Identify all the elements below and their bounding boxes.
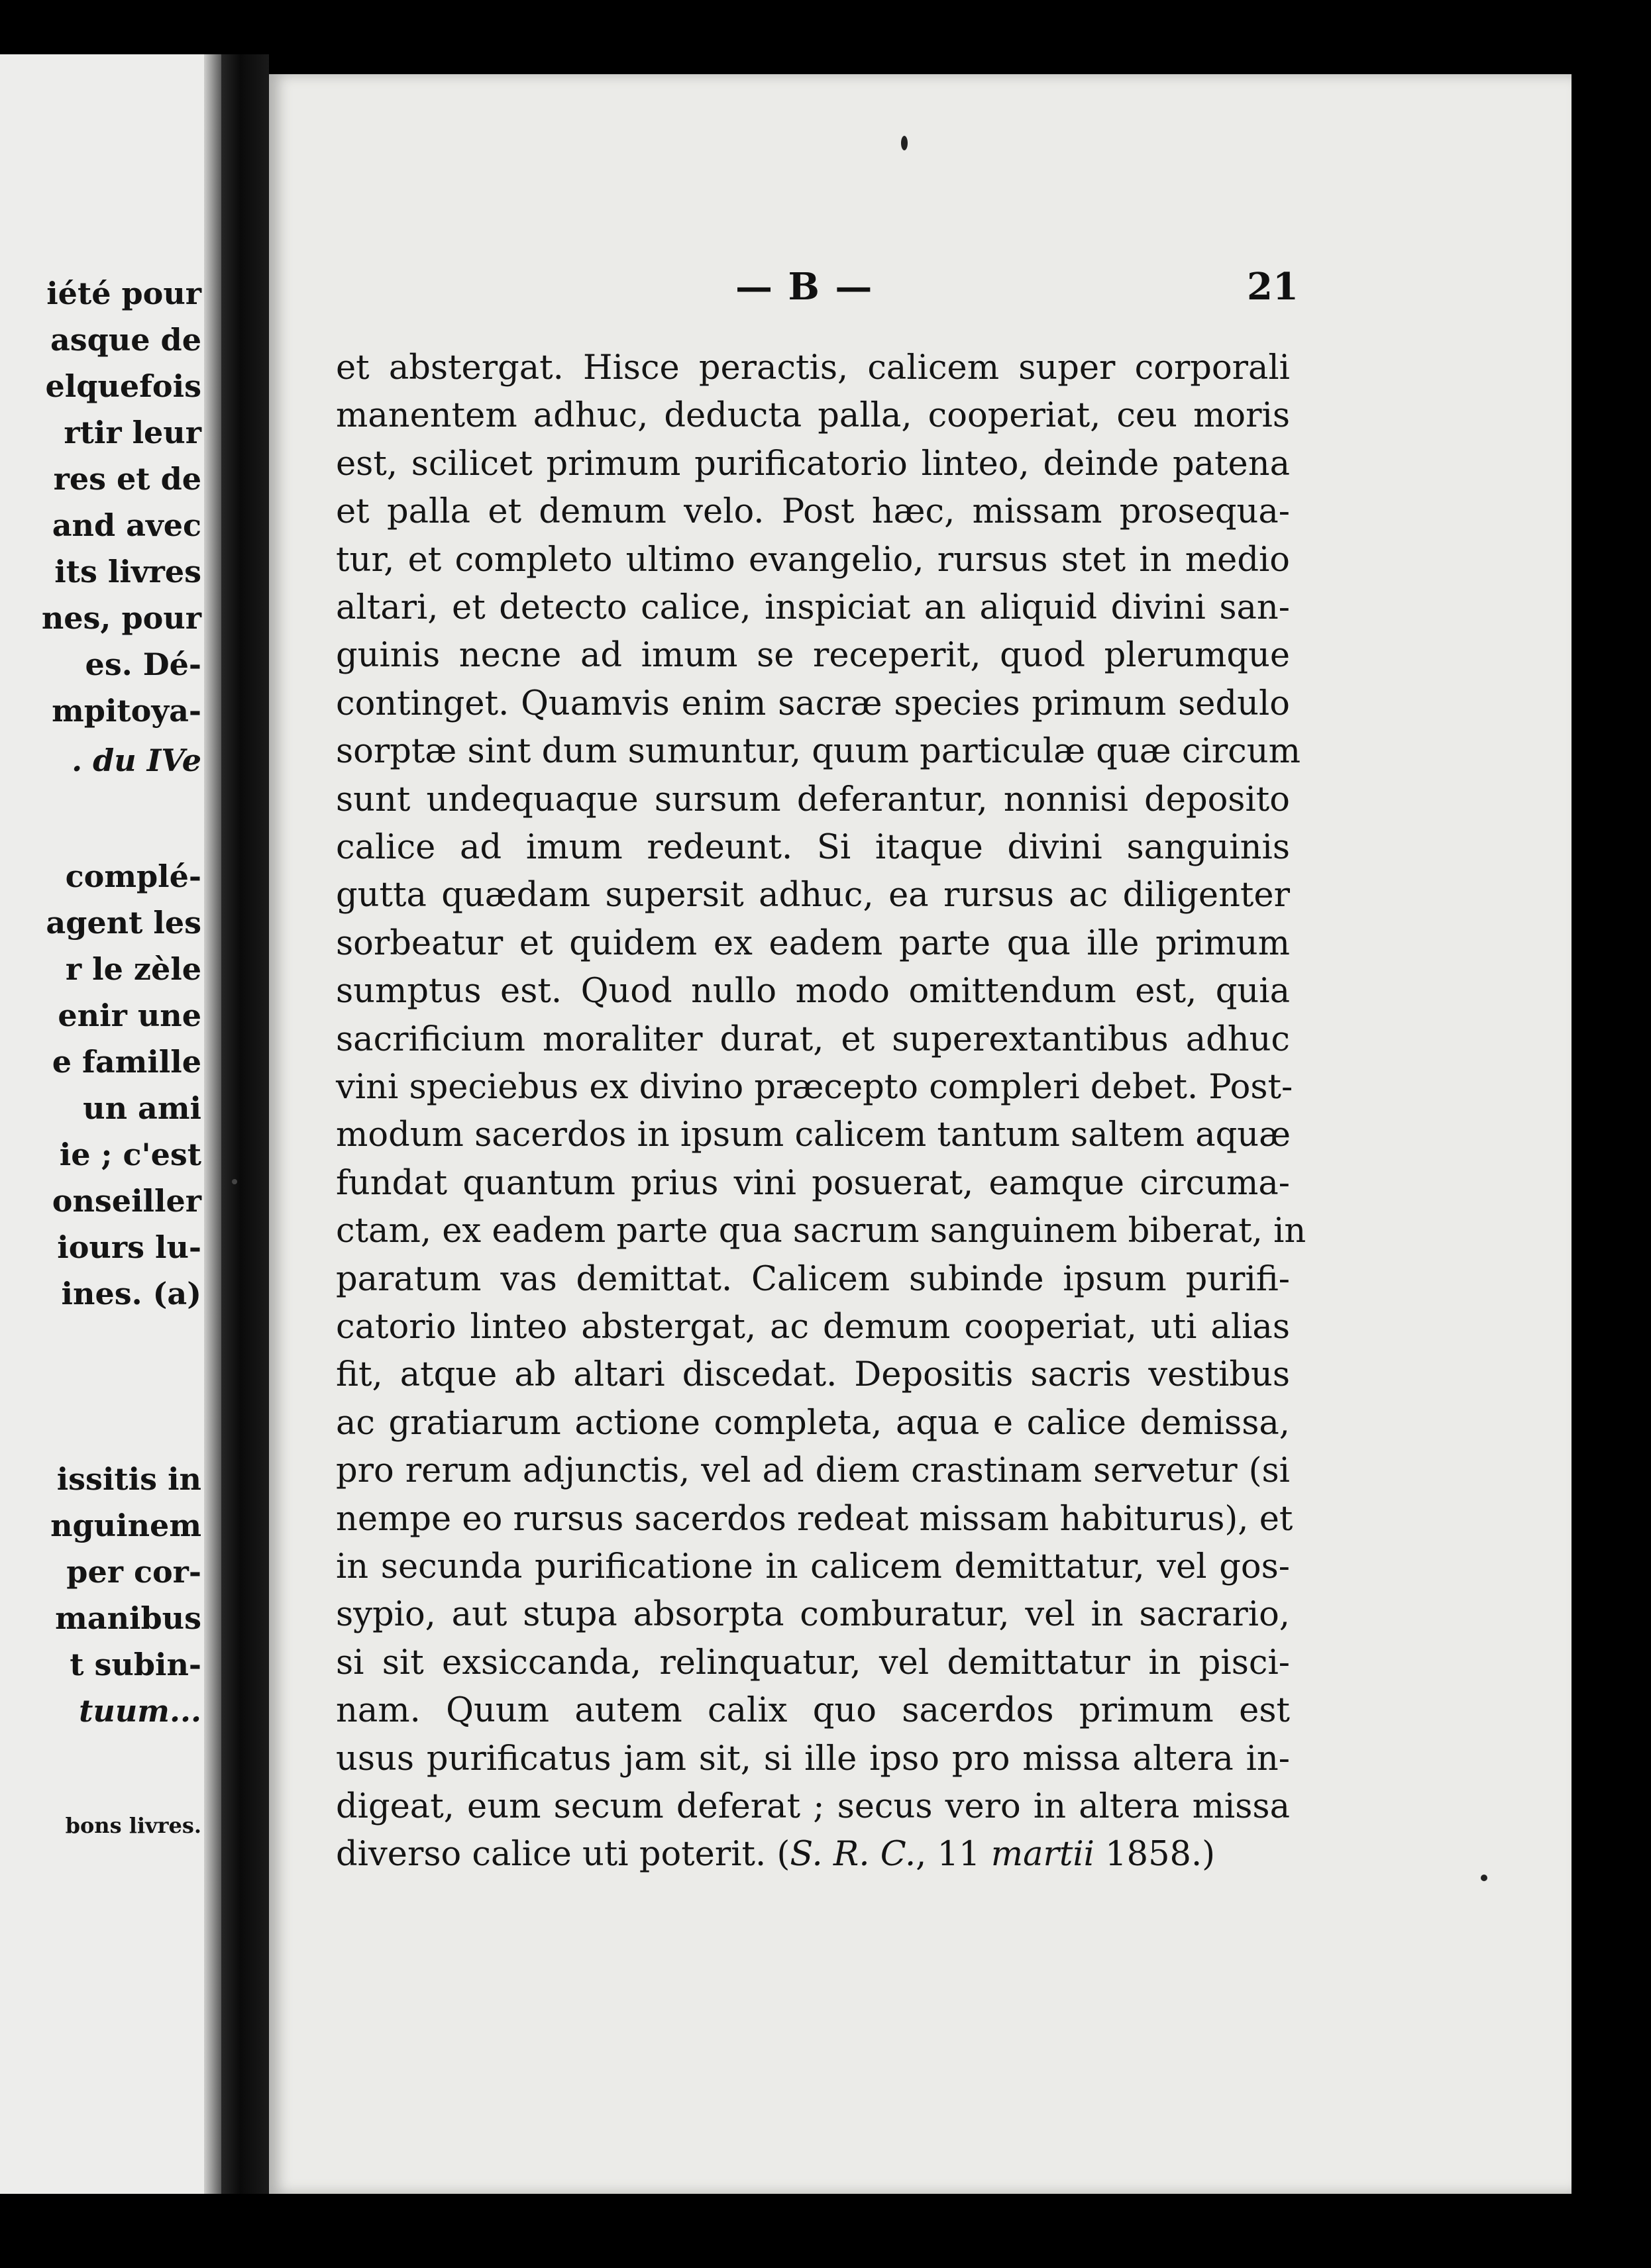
left-page-line: t subin- — [70, 1647, 201, 1682]
body-line: sorptæ sint dum sumuntur, quum particulæ quæ circum — [336, 732, 1301, 772]
left-page-line: ines. (a) — [61, 1276, 201, 1312]
body-line: nempe eo rursus sacerdos redeat missam habiturus), et — [336, 1499, 1293, 1539]
book-gutter — [221, 54, 269, 2194]
left-page-line: e famille — [52, 1044, 201, 1080]
last-line-text: diverso calice uti poterit. — [336, 1835, 767, 1875]
body-line: altari, et detecto calice, inspiciat an aliquid divini san- — [336, 588, 1290, 627]
left-page-shadow — [204, 54, 221, 2194]
left-page-line: enir une — [58, 998, 201, 1033]
left-page-line: . du IVe — [72, 743, 201, 778]
body-line: catorio linteo abstergat, ac demum cooperiat, uti alias — [336, 1308, 1290, 1347]
body-line: gutta quædam supersit adhuc, ea rursus ac diligenter — [336, 876, 1290, 915]
body-line: guinis necne ad imum se receperit, quod plerumque — [336, 636, 1290, 676]
body-line: sorbeatur et quidem ex eadem parte qua ille primum — [336, 923, 1290, 963]
body-line: ctam, ex eadem parte qua sacrum sanguinem biberat, in — [336, 1211, 1306, 1251]
left-page-line: nguinem — [50, 1508, 201, 1543]
body-line: sumptus est. Quod nullo modo omittendum est, quia — [336, 972, 1290, 1011]
left-page-line: iété pour — [46, 276, 201, 311]
left-page-line: asque de — [50, 322, 201, 358]
body-line: fit, atque ab altari discedat. Depositis sacris vestibus — [336, 1355, 1290, 1395]
body-line: continget. Quamvis enim sacræ species primum sedulo — [336, 684, 1290, 723]
body-line: et abstergat. Hisce peractis, calicem super corporali — [336, 348, 1290, 387]
body-line: manentem adhuc, deducta palla, cooperiat, ceu moris — [336, 396, 1290, 436]
ref-open: ( — [776, 1835, 790, 1875]
left-page-line: r le zèle — [65, 951, 201, 987]
left-page-line: per cor- — [66, 1554, 201, 1590]
ref-source: S. R. C. — [790, 1835, 916, 1875]
body-line: sypio, aut stupa absorpta comburatur, vel in sacrario, — [336, 1595, 1290, 1635]
left-page-line: issitis in — [56, 1461, 201, 1497]
left-page-line: manibus — [55, 1600, 201, 1636]
left-page-line: agent les — [46, 905, 201, 941]
body-line: nam. Quum autem calix quo sacerdos primum est — [336, 1691, 1290, 1731]
body-line: paratum vas demittat. Calicem subinde ipsum purifi- — [336, 1259, 1290, 1299]
left-page-line: complé- — [65, 858, 201, 894]
left-page-line: onseiller — [52, 1183, 201, 1219]
body-line: et palla et demum velo. Post hæc, missam prosequa- — [336, 492, 1290, 532]
print-speck — [1481, 1875, 1487, 1881]
left-page-line: ie ; c'est — [59, 1137, 201, 1172]
body-line: sunt undequaque sursum deferantur, nonnisi deposito — [336, 780, 1290, 819]
left-page-line: un ami — [83, 1090, 201, 1126]
body-line: in secunda purificatione in calicem demittatur, vel gos- — [336, 1547, 1290, 1586]
page-number: 21 — [1247, 265, 1299, 309]
left-page-line: iours lu- — [57, 1229, 201, 1265]
body-line: pro rerum adjunctis, vel ad diem crastinam servetur (si — [336, 1451, 1290, 1491]
body-line: ac gratiarum actione completa, aqua e calice demissa, — [336, 1403, 1290, 1443]
left-page-line: es. Dé- — [85, 646, 201, 682]
left-page-line: nes, pour — [41, 600, 201, 636]
ref-day: , 11 — [916, 1835, 991, 1875]
body-line: fundat quantum prius vini posuerat, eamque circuma- — [336, 1163, 1290, 1203]
running-header: — B — — [735, 265, 874, 309]
body-line: calice ad imum redeunt. Si itaque divini sanguinis — [336, 828, 1290, 867]
left-page-line: mpitoya- — [52, 693, 201, 729]
body-line: tur, et completo ultimo evangelio, rursus stet in medio — [336, 540, 1290, 580]
left-page-line: rtir leur — [64, 415, 201, 450]
left-page-line: and avec — [52, 507, 201, 543]
ref-year: 1858.) — [1094, 1835, 1216, 1875]
body-line: sacrificium moraliter durat, et superextantibus adhuc — [336, 1019, 1290, 1059]
body-line: digeat, eum secum deferat ; secus vero in altera missa — [336, 1787, 1290, 1826]
left-page — [0, 54, 221, 2194]
left-page-line: bons livres. — [65, 1813, 201, 1838]
body-line: est, scilicet primum purificatorio linteo, deinde patena — [336, 444, 1290, 484]
body-line: vini speciebus ex divino præcepto compleri debet. Post- — [336, 1068, 1293, 1107]
left-page-line: tuum... — [79, 1693, 201, 1729]
left-page-line: its livres — [54, 554, 201, 590]
body-line: modum sacerdos in ipsum calicem tantum saltem aquæ — [336, 1115, 1291, 1155]
ref-month: martii — [990, 1835, 1094, 1875]
print-speck — [232, 1179, 237, 1184]
print-speck — [901, 136, 908, 150]
left-page-line: res et de — [53, 461, 201, 497]
body-line: usus purificatus jam sit, si ille ipso pro missa altera in- — [336, 1739, 1290, 1778]
left-page-line: elquefois — [45, 368, 201, 404]
body-line-last — [336, 1835, 1290, 1875]
body-line: si sit exsiccanda, relinquatur, vel demittatur in pisci- — [336, 1643, 1290, 1682]
